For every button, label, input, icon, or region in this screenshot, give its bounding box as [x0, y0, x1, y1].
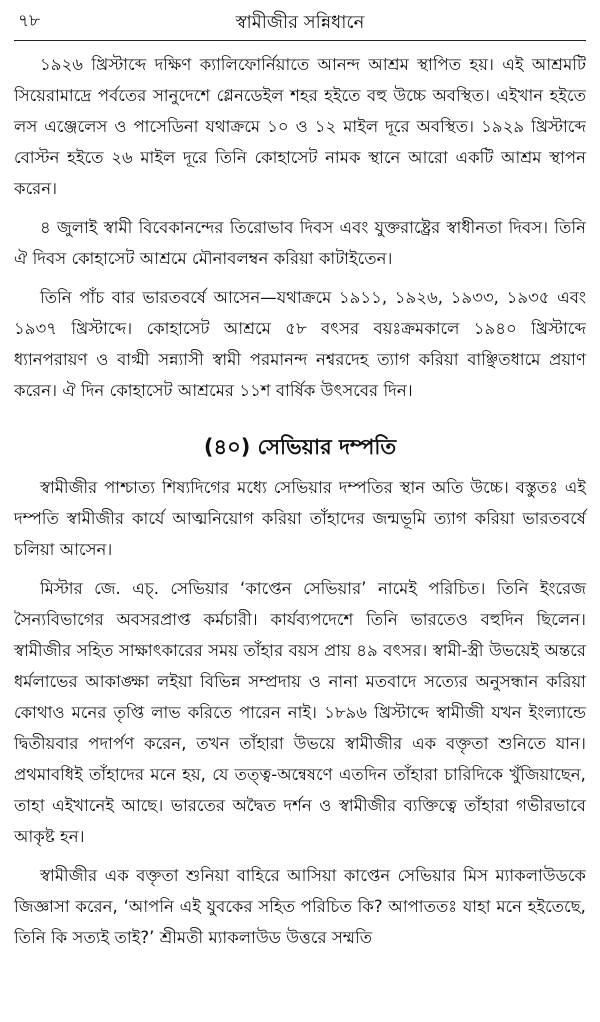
page-header — [14, 6, 586, 36]
paragraph-july-fourth: ৪ জুলাই স্বামী বিবেকানন্দের তিরোভাব দিবস এবং যুক্তরাষ্ট্রের স্বাধীনতা দিবস। তিনি ঐ দিবস কোহাসেট আশ্রমে মৌনাবলম্বন করিয়া কাটাইতেন। — [14, 218, 586, 268]
page-number: ৭৮ — [18, 11, 41, 31]
running-title: স্বামীজীর সন্নিধানে — [235, 12, 365, 33]
paragraph-india-visits: তিনি পাঁচ বার ভারতবর্ষে আসেন—যথাক্রমে ১৯১১, ১৯২৬, ১৯৩৩, ১৯৩৫ এবং ১৯৩৭ খ্রিস্টাব্দে। কোহাসেট আশ্রমে ৫৮ বৎসর বয়ঃক্রমকালে ১৯৪০ খ্রিস্টাব্দে ধ্যানপরায়ণ ও বাগ্মী সন্ন্যাসী স্বামী পরমানন্দ নশ্বরদেহ ত্যাগ করিয়া বাঞ্ছিতধামে প্রয়াণ করেন। ঐ দিন কোহাসেট আশ্রমের ১১শ বার্ষিক উৎসবের দিন। — [14, 288, 586, 400]
paragraph-ananda-ashrama: ১৯২৬ খ্রিস্টাব্দে দক্ষিণ ক্যালিফোর্নিয়াতে আনন্দ আশ্রম স্থাপিত হয়। এই আশ্রমটি সিয়েরামাদ্রে পর্বতের সানুদেশে গ্লেনডেইল শহর হইতে বহু উচ্চে অবস্থিত। এইখান হইতে লস এঞ্জেলেস ও পাসেডিনা যথাক্রমে ১০ ও ১২ মাইল দূরে অবস্থিত। ১৯২৯ খ্রিস্টাব্দে বোস্টন হইতে ২৬ মাইল দূরে তিনি কোহাসেট নামক স্থানে আরো একটি আশ্রম স্থাপন করেন। — [14, 55, 586, 198]
paragraph-lecture-encounter: স্বামীজীর এক বক্তৃতা শুনিয়া বাহিরে আসিয়া কাপ্তেন সেভিয়ার মিস ম্যাকলাউডকে জিজ্ঞাসা করেন, ‘আপনি এই যুবকের সহিত পরিচিত কি? আপাততঃ যাহা মনে হইতেছে, তিনি কি সত্যই তাই?’ শ্রীমতী ম্যাকলাউড উত্তরে সম্মতি — [14, 866, 586, 947]
section-heading: (৪০) সেভিয়ার দম্পতি — [203, 435, 397, 459]
paragraph-captain-sevier: মিস্টার জে. এচ্. সেভিয়ার ‘কাপ্তেন সেভিয়ার’ নামেই পরিচিত। তিনি ইংরেজ সৈন্যবিভাগের অবসরপ্রাপ্ত কর্মচারী। কার্যব্যপদেশে তিনি ভারতেও বহুদিন ছিলেন। স্বামীজীর সহিত সাক্ষাৎকারের সময় তাঁহার বয়স প্রায় ৪৯ বৎসর। স্বামী-স্ত্রী উভয়েই অন্তরে ধর্মলাভের আকাঙ্ক্ষা লইয়া বিভিন্ন সম্প্রদায় ও নানা মতবাদে সত্যের অনুসন্ধান করিয়া কোথাও মনের তৃপ্তি লাভ করিতে পারেন নাই। ১৮৯৬ খ্রিস্টাব্দে স্বামীজী যখন ইংল্যান্ডে দ্বিতীয়বার পদার্পণ করেন, তখন তাঁহারা উভয়ে স্বামীজীর এক বক্তৃতা শুনিতে যান। প্রথমাবধিই তাঁহাদের মনে হয়, যে তত্ত্ব-অন্বেষণে এতদিন তাঁহারা চারিদিকে খুঁজিয়াছেন, তাহা এইখানেই আছে। ভারতের অদ্বৈত দর্শন ও স্বামীজীর ব্যক্তিত্বে তাঁহারা গভীরভাবে আকৃষ্ট হন। — [14, 579, 586, 846]
header-rule — [14, 40, 586, 41]
paragraph-sevier-intro: স্বামীজীর পাশ্চাত্য শিষ্যদিগের মধ্যে সেভিয়ার দম্পতির স্থান অতি উচ্চে। বস্তুতঃ এই দম্পতি স্বামীজীর কার্যে আত্মনিয়োগ করিয়া তাঁহাদের জন্মভূমি ত্যাগ করিয়া ভারতবর্ষে চলিয়া আসেন। — [14, 478, 586, 559]
